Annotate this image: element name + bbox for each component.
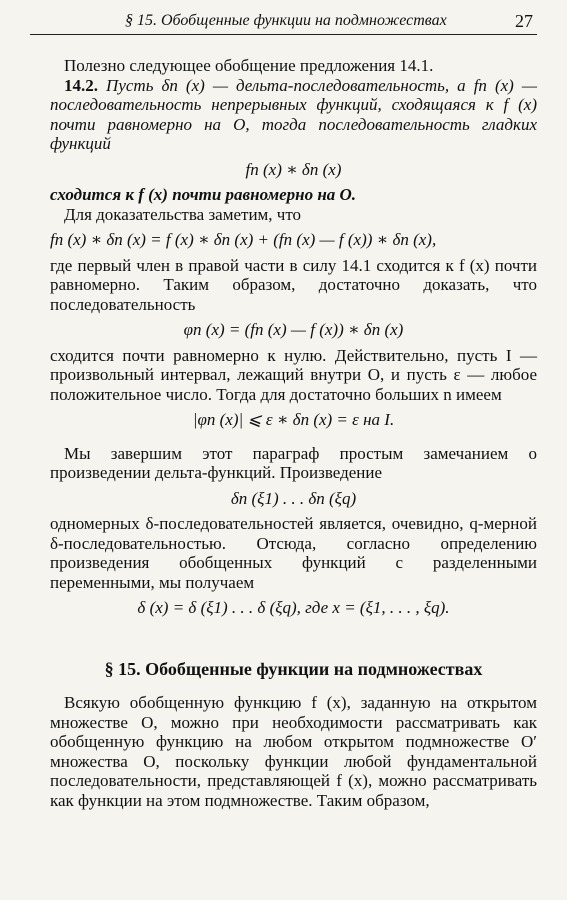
paragraph-section-15: Всякую обобщенную функцию f (x), заданную на открытом множестве O, можно при необходимости рассматривать как обобщенную функцию на любом открытом подмножестве O′ множества O, поскольку функции любой фундаментальной последовательности, представляющей f (x), можно рассматривать как функции на этом подмножестве. Таким образом, [50,693,537,810]
page-body [50,56,537,810]
paragraph-q-dimensional: одномерных δ-последовательностей является, очевидно, q-мерной δ-последовательностью. Отсюда, согласно определению произведения обобщенных функций с разделенными переменными, мы получаем [50,514,537,592]
paragraph-delta-product: Мы завершим этот параграф простым замечанием о произведении дельта-функций. Произведение [50,443,537,482]
equation-6: δ (x) = δ (ξ1) . . . δ (ξq), где x = (ξ1, . . . , ξq). [137,598,450,617]
equation-4: |φn (x)| ⩽ ε ∗ δn (x) = ε на I. [192,410,395,429]
running-header [30,8,537,35]
proposition-text: Пусть δn (x) — дельта-последовательность, а fn (x) — последовательность непрерывных функций, сходящаяся к f (x) почти равномерно на O, тогда последовательность гладких функций [50,75,537,153]
equation-5: δn (ξ1) . . . δn (ξq) [230,488,357,508]
equation-1: fn (x) ∗ δn (x) [245,159,342,179]
proposition-number: 14.2. [64,75,98,95]
equation-3: φn (x) = (fn (x) — f (x)) ∗ δn (x) [183,320,404,339]
page-number: 27 [515,11,533,31]
section-heading: § 15. Обобщенные функции на подмножествах [104,658,483,679]
proposition-14-2 [50,76,537,154]
paragraph-converges: сходится почти равномерно к нулю. Действительно, пусть I — произвольный интервал, лежащий внутри O, и пусть ε — любое положительное число. Тогда для достаточно больших n имеем [50,345,537,404]
paragraph-first-term: где первый член в правой части в силу 14.1 сходится к f (x) почти равномерно. Таким образом, достаточно доказать, что последовательность [50,255,537,314]
running-title: § 15. Обобщенные функции на подмножествах [125,12,447,29]
proposition-conclusion: сходится к f (x) почти равномерно на O. [50,185,357,204]
paragraph-intro: Полезно следующее обобщение предложения 14.1. [64,56,434,75]
equation-2: fn (x) ∗ δn (x) = f (x) ∗ δn (x) + (fn (x) — f (x)) ∗ δn (x), [50,230,437,249]
paragraph-proof-start: Для доказательства заметим, что [64,204,302,224]
